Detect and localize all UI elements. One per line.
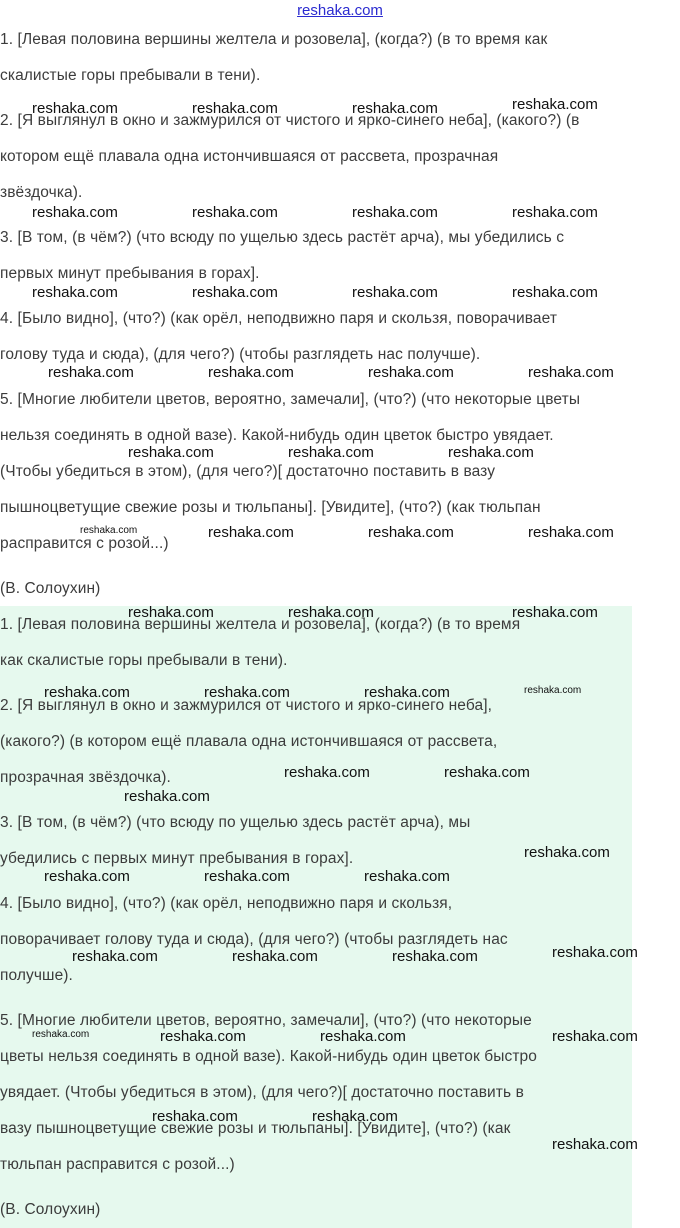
- watermark: reshaka.com: [512, 96, 598, 113]
- text-line: (какого?) (в котором ещё плавала одна истончившаяся от рассвета,: [0, 733, 498, 750]
- watermark: reshaka.com: [512, 604, 598, 621]
- author-line: (В. Солоухин): [0, 1201, 101, 1218]
- watermark: reshaka.com: [444, 764, 530, 781]
- text-line: увядает. (Чтобы убедиться в этом), (для чего?)[ достаточно поставить в: [0, 1084, 524, 1101]
- text-line: первых минут пребывания в горах].: [0, 265, 260, 282]
- text-line: 5. [Многие любители цветов, вероятно, замечали], (что?) (что некоторые: [0, 1012, 532, 1029]
- site-header-link[interactable]: reshaka.com: [297, 2, 383, 19]
- text-line: убедились с первых минут пребывания в горах].: [0, 850, 354, 867]
- watermark: reshaka.com: [128, 604, 214, 621]
- watermark: reshaka.com: [204, 868, 290, 885]
- watermark: reshaka.com: [208, 524, 294, 541]
- watermark: reshaka.com: [320, 1028, 406, 1045]
- watermark: reshaka.com: [448, 444, 534, 461]
- watermark: reshaka.com: [124, 788, 210, 805]
- watermark: reshaka.com: [48, 364, 134, 381]
- watermark: reshaka.com: [352, 100, 438, 117]
- watermark: reshaka.com: [552, 1136, 638, 1153]
- watermark: reshaka.com: [528, 364, 614, 381]
- text-line: котором ещё плавала одна истончившаяся от рассвета, прозрачная: [0, 148, 499, 165]
- text-line: цветы нельзя соединять в одной вазе). Какой-нибудь один цветок быстро: [0, 1048, 537, 1065]
- watermark: reshaka.com: [512, 204, 598, 221]
- text-line: тюльпан расправится с розой...): [0, 1156, 235, 1173]
- watermark: reshaka.com: [524, 844, 610, 861]
- text-line: 1. [Левая половина вершины желтела и розовела], (когда?) (в то время как: [0, 31, 548, 48]
- text-line: прозрачная звёздочка).: [0, 769, 171, 786]
- text-line: 3. [В том, (в чём?) (что всюду по ущелью здесь растёт арча), мы убедились с: [0, 229, 565, 246]
- watermark: reshaka.com: [32, 204, 118, 221]
- text-line: 4. [Было видно], (что?) (как орёл, неподвижно паря и скользя, поворачивает: [0, 310, 558, 327]
- text-line: 5. [Многие любители цветов, вероятно, замечали], (что?) (что некоторые цветы: [0, 391, 581, 408]
- text-line: как скалистые горы пребывали в тени).: [0, 652, 288, 669]
- watermark: reshaka.com: [512, 284, 598, 301]
- text-line: пышноцветущие свежие розы и тюльпаны]. [Увидите], (что?) (как тюльпан: [0, 499, 541, 516]
- author-line: (В. Солоухин): [0, 580, 101, 597]
- watermark: reshaka.com: [72, 948, 158, 965]
- text-line: нельзя соединять в одной вазе). Какой-нибудь один цветок быстро увядает.: [0, 427, 554, 444]
- watermark: reshaka.com: [44, 868, 130, 885]
- watermark: reshaka.com: [32, 1029, 90, 1040]
- text-line: расправится с розой...): [0, 535, 169, 552]
- watermark: reshaka.com: [32, 100, 118, 117]
- watermark: reshaka.com: [128, 444, 214, 461]
- watermark: reshaka.com: [232, 948, 318, 965]
- watermark: reshaka.com: [352, 284, 438, 301]
- watermark: reshaka.com: [552, 1028, 638, 1045]
- watermark: reshaka.com: [528, 524, 614, 541]
- watermark: reshaka.com: [288, 604, 374, 621]
- watermark: reshaka.com: [368, 524, 454, 541]
- text-line: голову туда и сюда), (для чего?) (чтобы разглядеть нас получше).: [0, 346, 481, 363]
- watermark: reshaka.com: [204, 684, 290, 701]
- watermark: reshaka.com: [152, 1108, 238, 1125]
- text-line: 2. [Я выглянул в окно и зажмурился от чистого и ярко-синего неба], (какого?) (в: [0, 112, 580, 129]
- text-line: 1. [Левая половина вершины желтела и розовела], (когда?) (в то время: [0, 616, 521, 633]
- watermark: reshaka.com: [312, 1108, 398, 1125]
- watermark: reshaka.com: [392, 948, 478, 965]
- watermark: reshaka.com: [352, 204, 438, 221]
- text-line: 2. [Я выглянул в окно и зажмурился от чистого и ярко-синего неба],: [0, 697, 493, 714]
- watermark: reshaka.com: [524, 685, 582, 696]
- text-line: звёздочка).: [0, 184, 83, 201]
- watermark: reshaka.com: [288, 444, 374, 461]
- text-line: получше).: [0, 967, 73, 984]
- watermark: reshaka.com: [192, 100, 278, 117]
- watermark: reshaka.com: [192, 204, 278, 221]
- watermark: reshaka.com: [32, 284, 118, 301]
- watermark: reshaka.com: [364, 868, 450, 885]
- watermark: reshaka.com: [80, 525, 138, 536]
- text-line: (Чтобы убедиться в этом), (для чего?)[ достаточно поставить в вазу: [0, 463, 496, 480]
- text-line: 4. [Было видно], (что?) (как орёл, неподвижно паря и скользя,: [0, 895, 453, 912]
- text-line: поворачивает голову туда и сюда), (для чего?) (чтобы разглядеть нас: [0, 931, 508, 948]
- watermark: reshaka.com: [160, 1028, 246, 1045]
- watermark: reshaka.com: [44, 684, 130, 701]
- watermark: reshaka.com: [192, 284, 278, 301]
- text-line: вазу пышноцветущие свежие розы и тюльпаны]. [Увидите], (что?) (как: [0, 1120, 511, 1137]
- watermark: reshaka.com: [284, 764, 370, 781]
- watermark: reshaka.com: [368, 364, 454, 381]
- text-line: 3. [В том, (в чём?) (что всюду по ущелью здесь растёт арча), мы: [0, 814, 471, 831]
- text-line: скалистые горы пребывали в тени).: [0, 67, 261, 84]
- watermark: reshaka.com: [552, 944, 638, 961]
- watermark: reshaka.com: [364, 684, 450, 701]
- watermark: reshaka.com: [208, 364, 294, 381]
